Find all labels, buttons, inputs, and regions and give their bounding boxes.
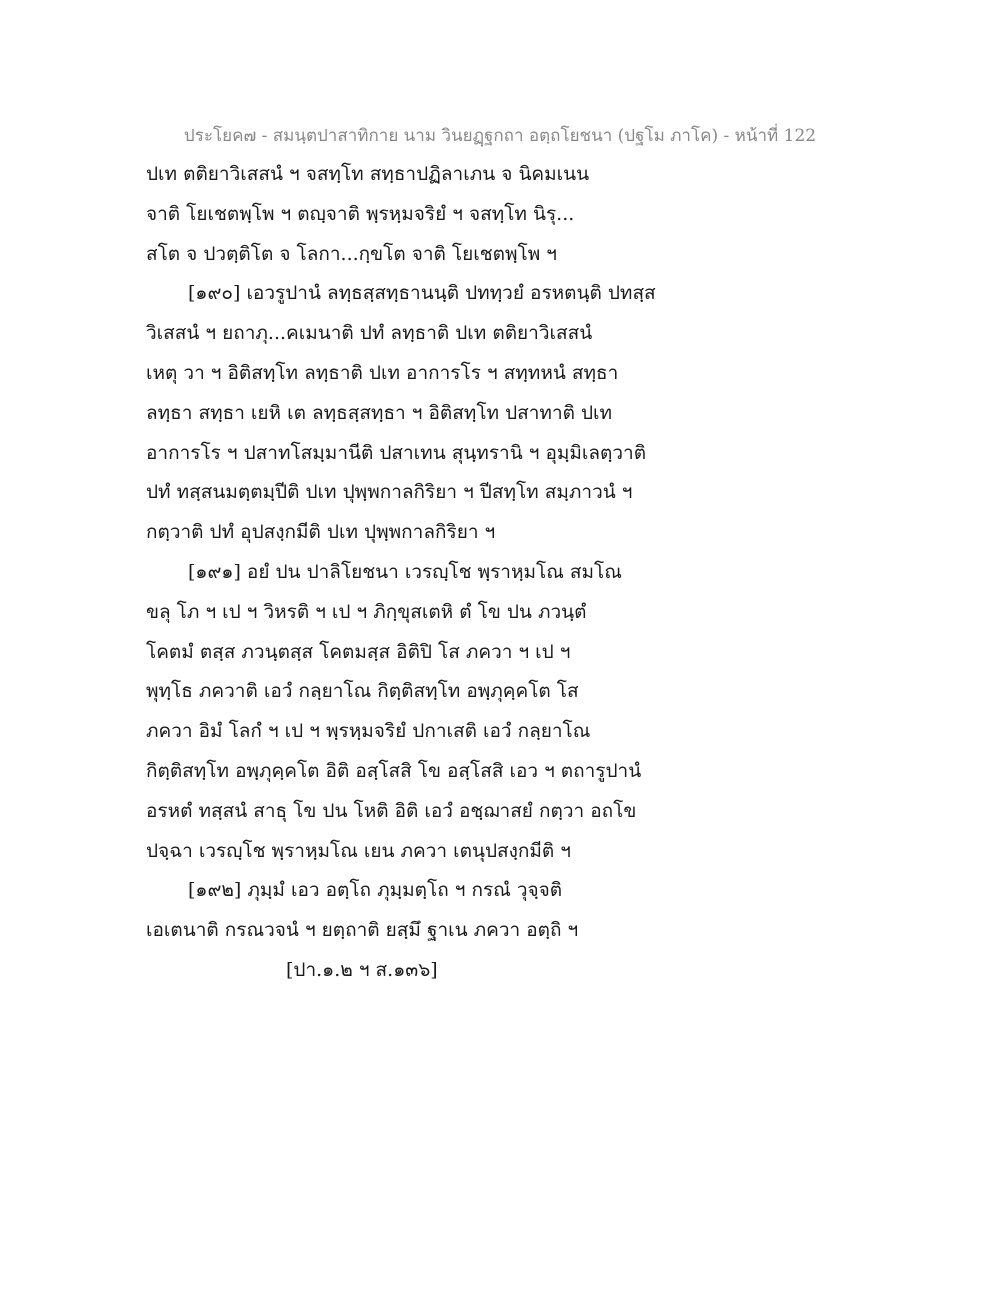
text-line: อาการโร ฯ ปสาทโสมฺมานีติ ปสาเทน สุนฺทรานิ ฯ อุมฺมิเลตฺวาติ xyxy=(146,441,647,464)
text-line: ปเท ตติยาวิเสสนํ ฯ จสทฺโท สทฺธาปฏิลาเภน จ นิคมเนน xyxy=(146,163,590,185)
text-line: สโต จ ปวตฺติโต จ โลกา...กฺขโต จาติ โยเชตพฺโพ ฯ xyxy=(146,242,557,265)
text-line: กตฺวาติ ปทํ อุปสงฺกมีติ ปเท ปุพฺพกาลกิริยา ฯ xyxy=(146,521,496,544)
text-line: โคตมํ ตสฺส ภวนฺตสฺส โคตมสฺส อิติปิ โส ภควา ฯ เป ฯ xyxy=(146,640,571,663)
text-line: เอเตนาติ กรณวจนํ ฯ ยตฺถาติ ยสฺมึ ฐาเน ภควา อตฺถิ ฯ xyxy=(146,919,579,942)
body-text xyxy=(146,158,886,994)
text-line: ปจฺฉา เวรญฺโช พฺราหฺมโณ เยน ภควา เตนุปสงฺกมีติ ฯ xyxy=(146,839,571,862)
page-header: ประโยค๗ - สมนฺตปาสาทิกาย นาม วินยฏฺฐกถา อตฺถโยชนา (ปฐโม ภาโค) - หน้าที่ 122 xyxy=(183,126,817,146)
source-reference: [ปา.๑.๒ ฯ ส.๑๓๖] xyxy=(286,958,438,981)
text-line: เหตุ วา ฯ อิติสทฺโท ลทฺธาติ ปเท อาการโร ฯ สทฺทหนํ สทฺธา xyxy=(146,361,619,384)
text-line: ภควา อิมํ โลกํ ฯ เป ฯ พฺรหฺมจริยํ ปกาเสติ เอวํ กลฺยาโณ xyxy=(146,720,591,743)
paragraph-190-start: [๑๙๐] เอวรูปานํ ลทฺธสฺสทฺธานนฺติ ปททฺวยํ อรหตนฺติ ปทสฺส xyxy=(188,282,656,305)
text-line: กิตฺติสทฺโท อพฺภุคฺคโต อิติ อสฺโสสิ โข อสฺโสสิ เอว ฯ ตถารูปานํ xyxy=(146,759,642,782)
text-line: ปทํ ทสฺสนมตฺตมฺปีติ ปเท ปุพฺพกาลกิริยา ฯ ปีสทฺโท สมฺภาวนํ ฯ xyxy=(146,481,633,504)
paragraph-191-start: [๑๙๑] อยํ ปน ปาลิโยชนา เวรญฺโช พฺราหฺมโณ สมโณ xyxy=(188,560,622,583)
paragraph-192-start: [๑๙๒] ภุมฺมํ เอว อตฺโถ ภุมฺมตฺโถ ฯ กรณํ วุจฺจติ xyxy=(188,879,563,902)
text-line: วิเสสนํ ฯ ยถาภุ...คเมนาติ ปทํ ลทฺธาติ ปเท ตติยาวิเสสนํ xyxy=(146,322,593,345)
text-line: พุทฺโธ ภควาติ เอวํ กลฺยาโณ กิตฺติสทฺโท อพฺภุคฺคโต โส xyxy=(146,680,579,703)
text-line: ลทฺธา สทฺธา เยหิ เต ลทฺธสฺสทฺธา ฯ อิติสทฺโท ปสาทาติ ปเท xyxy=(146,401,613,424)
text-line: ขลุ โภ ฯ เป ฯ วิหรติ ฯ เป ฯ ภิกฺขุสเตหิ ตํ โข ปน ภวนฺตํ xyxy=(146,600,587,623)
text-line: อรหตํ ทสฺสนํ สาธุ โข ปน โหติ อิติ เอวํ อชฺฌาสยํ กตฺวา อถโข xyxy=(146,799,637,822)
text-line: จาติ โยเชตพฺโพ ฯ ตญฺจาติ พฺรหฺมจริยํ ฯ จสทฺโท นิรุ... xyxy=(146,202,575,225)
